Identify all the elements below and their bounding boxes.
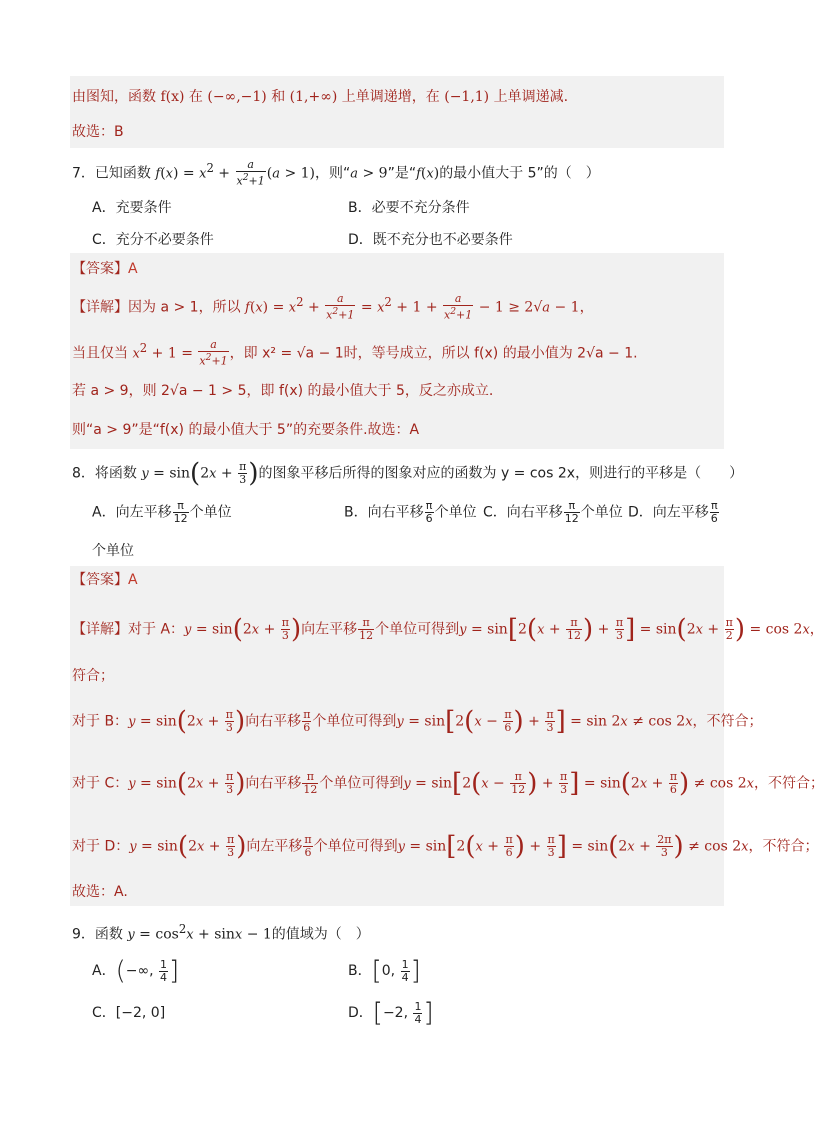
q8-choice: 故选：A. [72,884,128,900]
q8-detail-c: 对于 C：y = sin(2x + $\frac{\pi}{3}$ )向右平移 $\frac{\pi}{12}$ 个单位可得到y = sin[2(x − $\frac{\pi}{12}$ ) + $\frac{\pi}{3}$ ] = sin(2x + $\frac{\pi}{6}$ ) ≠ cos 2x，不符合； [72,768,824,799]
q7-answer: 【答案】A [72,261,138,277]
q8-option-d[interactable]: D．向左平移 $\frac{\pi}{6}$ [628,499,718,525]
q8-option-a[interactable]: A．向左平移 $\frac{\pi}{12}$ 个单位 [92,499,232,525]
q8-detail-a: 【详解】对于 A：y = sin(2x + $\frac{\pi}{3}$ )向左平移 $\frac{\pi}{12}$ 个单位可得到y = sin[2(x + $\frac{\pi}{12}$ ) + $\frac{\pi}{3}$ ] = sin(2x + $\frac{\pi}{2}$ ) = cos 2x， [72,614,824,645]
q7-detail-2: 当且仅当 $x^2 + 1$ = $\frac{a}{x^2+1}$ ，即 x² = √a − 1时，等号成立，所以 f(x) 的最小值为 2√a − 1. [72,338,638,368]
q9-option-d[interactable]: D．[−2, $\frac{1}{4}$ ] [348,998,434,1028]
q7-detail-3: 若 a > 9，则 2√a − 1 > 5，即 f(x) 的最小值大于 5，反之亦成立. [72,383,494,399]
q8-detail-a-fit: 符合； [72,668,114,684]
q8-stem: 8．将函数 y = sin(2x + $\frac{\pi}{3}$ )的图象平移后所得的图象对应的函数为 y = cos 2x，则进行的平移是（ ） [72,458,744,489]
q7-stem: 7．已知函数 $f(x) = x^2$ + $\frac{a}{x^2+1}$ (a > 1)，则“a > 9”是“f(x)的最小值大于 5”的（ ） [72,158,600,188]
q8-detail-d: 对于 D：y = sin(2x + $\frac{\pi}{3}$ )向左平移 $\frac{\pi}{6}$ 个单位可得到y = sin[2(x + $\frac{\pi}{6}$ ) + $\frac{\pi}{3}$ ] = sin(2x + $\frac{2\pi}{3}$ ) ≠ cos 2x，不符合； [72,831,819,862]
prev-conclusion: 由图知，函数 f(x) 在 (−∞,−1) 和 (1,+∞) 上单调递增，在 (−1,1) 上单调递减. [72,89,569,105]
q9-option-a[interactable]: A．(−∞, $\frac{1}{4}$ ] [92,956,180,986]
q8-option-c[interactable]: C．向右平移 $\frac{\pi}{12}$ 个单位 [483,499,623,525]
q7-detail-4: 则“a > 9”是“f(x) 的最小值大于 5”的充要条件.故选：A [72,422,420,438]
q8-answer: 【答案】A [72,572,138,588]
q9-stem: 9．函数 $y = \cos^2x + \sin x - 1$的值域为（ ） [72,922,370,943]
q9-option-c[interactable]: C．[−2, 0] [92,1005,166,1021]
q7-detail-1: 【详解】因为 a > 1，所以 $f(x) = x^2$ + $\frac{a}{x^2+1}$ = $x^2 + 1$ + $\frac{a}{x^2+1}$ − 1 ≥ 2√a − 1， [72,292,594,322]
q7-option-c[interactable]: C．充分不必要条件 [92,232,214,248]
q7-option-d[interactable]: D．既不充分也不必要条件 [348,232,513,248]
q8-detail-b: 对于 B：y = sin(2x + $\frac{\pi}{3}$ )向右平移 $\frac{\pi}{6}$ 个单位可得到y = sin[2(x − $\frac{\pi}{6}$ ) + $\frac{\pi}{3}$ ] = sin 2x ≠ cos 2x，不符合； [72,706,763,737]
prev-choice: 故选：B [72,124,124,140]
q8-option-b[interactable]: B．向右平移 $\frac{\pi}{6}$ 个单位 [344,499,477,525]
q7-option-a[interactable]: A．充要条件 [92,200,172,216]
q8-option-d-unit: 个单位 [92,543,134,559]
q9-option-b[interactable]: B．[0, $\frac{1}{4}$ ] [348,956,421,986]
q7-option-b[interactable]: B．必要不充分条件 [348,200,470,216]
